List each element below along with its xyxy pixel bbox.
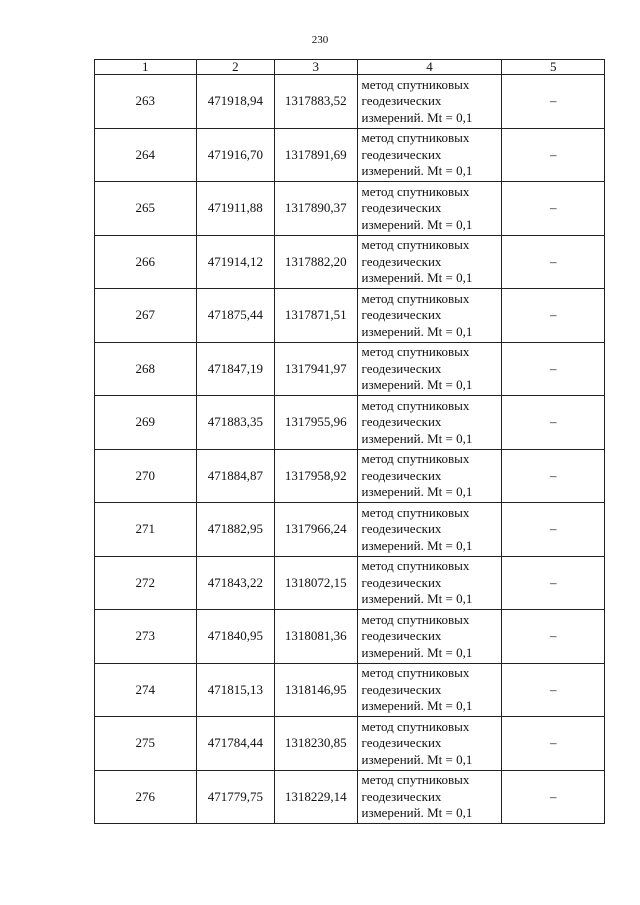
column-header-1: 1: [95, 60, 197, 75]
description-cell: –: [502, 342, 605, 396]
method-line: геодезических: [361, 200, 442, 215]
y-coordinate-cell: 1318072,15: [275, 556, 357, 610]
table-body: [95, 75, 605, 824]
point-number-cell: 272: [95, 556, 197, 610]
point-number-cell: 274: [95, 663, 197, 717]
y-coordinate-cell: 1317941,97: [275, 342, 357, 396]
point-number-cell: 266: [95, 235, 197, 289]
method-cell: [357, 770, 502, 824]
method-line: геодезических: [361, 307, 442, 322]
y-coordinate-cell: 1317955,96: [275, 396, 357, 450]
table-row: [95, 396, 605, 450]
table-row: [95, 610, 605, 664]
x-coordinate-cell: 471875,44: [196, 289, 274, 343]
description-cell: –: [502, 610, 605, 664]
x-coordinate-cell: 471843,22: [196, 556, 274, 610]
description-cell: –: [502, 182, 605, 236]
method-line: измерений. Mt = 0,1: [361, 644, 473, 660]
method-line: метод спутниковых: [361, 451, 470, 466]
method-cell: [357, 449, 502, 503]
method-line: измерений. Mt = 0,1: [361, 537, 473, 553]
description-cell: –: [502, 503, 605, 557]
method-line: геодезических: [361, 788, 442, 804]
method-cell: [357, 610, 502, 664]
x-coordinate-cell: 471914,12: [196, 235, 274, 289]
method-line: геодезических: [361, 521, 442, 536]
y-coordinate-cell: 1317890,37: [275, 182, 357, 236]
method-line: измерений. Mt = 0,1: [361, 430, 473, 446]
x-coordinate-cell: 471840,95: [196, 610, 274, 664]
x-coordinate-cell: 471784,44: [196, 717, 274, 771]
x-coordinate-cell: 471779,75: [196, 770, 274, 824]
table-row: [95, 717, 605, 771]
method-cell: [357, 396, 502, 450]
point-number-cell: 263: [95, 75, 197, 129]
y-coordinate-cell: 1317958,92: [275, 449, 357, 503]
method-line: геодезических: [361, 146, 442, 162]
table-row: [95, 128, 605, 182]
method-line: измерений. Mt = 0,1: [361, 591, 473, 606]
method-line: геодезических: [361, 681, 442, 697]
column-header-5: 5: [502, 60, 605, 75]
method-line: измерений. Mt = 0,1: [361, 751, 473, 767]
method-line: метод спутниковых: [361, 130, 470, 145]
table-row: [95, 556, 605, 610]
method-cell: [357, 75, 502, 129]
point-number-cell: 267: [95, 289, 197, 343]
method-line: геодезических: [361, 253, 442, 269]
table-row: [95, 289, 605, 343]
x-coordinate-cell: 471883,35: [196, 396, 274, 450]
header-row: [95, 60, 605, 75]
point-number-cell: 269: [95, 396, 197, 450]
method-line: метод спутниковых: [361, 183, 470, 199]
point-number-cell: 276: [95, 770, 197, 824]
y-coordinate-cell: 1318229,14: [275, 770, 357, 824]
method-line: метод спутниковых: [361, 772, 470, 787]
method-line: геодезических: [361, 628, 442, 643]
method-line: измерений. Mt = 0,1: [361, 270, 473, 285]
column-header-2: 2: [196, 60, 274, 75]
point-number-cell: 265: [95, 182, 197, 236]
method-line: метод спутниковых: [361, 665, 470, 680]
description-cell: –: [502, 396, 605, 450]
point-number-cell: 268: [95, 342, 197, 396]
x-coordinate-cell: 471815,13: [196, 663, 274, 717]
table-row: [95, 663, 605, 717]
column-header-3: 3: [275, 60, 357, 75]
description-cell: –: [502, 75, 605, 129]
y-coordinate-cell: 1317891,69: [275, 128, 357, 182]
y-coordinate-cell: 1317883,52: [275, 75, 357, 129]
method-cell: [357, 503, 502, 557]
method-line: метод спутниковых: [361, 76, 470, 92]
y-coordinate-cell: 1317966,24: [275, 503, 357, 557]
x-coordinate-cell: 471884,87: [196, 449, 274, 503]
method-line: геодезических: [361, 574, 442, 590]
x-coordinate-cell: 471911,88: [196, 182, 274, 236]
method-line: метод спутниковых: [361, 504, 470, 520]
x-coordinate-cell: 471882,95: [196, 503, 274, 557]
description-cell: –: [502, 770, 605, 824]
coordinates-table: [94, 59, 605, 824]
point-number-cell: 270: [95, 449, 197, 503]
x-coordinate-cell: 471918,94: [196, 75, 274, 129]
method-line: геодезических: [361, 93, 442, 108]
method-line: измерений. Mt = 0,1: [361, 109, 473, 125]
method-line: измерений. Mt = 0,1: [361, 698, 473, 713]
method-line: метод спутниковых: [361, 397, 470, 413]
point-number-cell: 271: [95, 503, 197, 557]
method-line: метод спутниковых: [361, 290, 470, 306]
table-row: [95, 75, 605, 129]
description-cell: –: [502, 449, 605, 503]
point-number-cell: 273: [95, 610, 197, 664]
description-cell: –: [502, 556, 605, 610]
table-row: [95, 182, 605, 236]
method-line: измерений. Mt = 0,1: [361, 163, 473, 178]
y-coordinate-cell: 1317871,51: [275, 289, 357, 343]
method-cell: [357, 342, 502, 396]
y-coordinate-cell: 1318081,36: [275, 610, 357, 664]
method-line: метод спутниковых: [361, 611, 470, 627]
method-cell: [357, 663, 502, 717]
table-header: [95, 60, 605, 75]
column-header-4: 4: [357, 60, 502, 75]
table-row: [95, 503, 605, 557]
table-row: [95, 449, 605, 503]
x-coordinate-cell: 471916,70: [196, 128, 274, 182]
y-coordinate-cell: 1317882,20: [275, 235, 357, 289]
method-line: геодезических: [361, 360, 442, 376]
description-cell: –: [502, 289, 605, 343]
method-cell: [357, 182, 502, 236]
method-line: метод спутниковых: [361, 344, 470, 359]
method-cell: [357, 717, 502, 771]
method-line: геодезических: [361, 735, 442, 750]
method-line: метод спутниковых: [361, 237, 470, 252]
method-line: измерений. Mt = 0,1: [361, 377, 473, 392]
method-cell: [357, 235, 502, 289]
description-cell: –: [502, 235, 605, 289]
point-number-cell: 275: [95, 717, 197, 771]
method-cell: [357, 128, 502, 182]
method-line: метод спутниковых: [361, 718, 470, 734]
method-line: измерений. Mt = 0,1: [361, 216, 473, 232]
table-row: [95, 342, 605, 396]
method-line: геодезических: [361, 414, 442, 429]
y-coordinate-cell: 1318230,85: [275, 717, 357, 771]
table-row: [95, 235, 605, 289]
method-cell: [357, 556, 502, 610]
method-line: измерений. Mt = 0,1: [361, 805, 473, 820]
y-coordinate-cell: 1318146,95: [275, 663, 357, 717]
description-cell: –: [502, 128, 605, 182]
method-line: измерений. Mt = 0,1: [361, 484, 473, 499]
x-coordinate-cell: 471847,19: [196, 342, 274, 396]
method-line: метод спутниковых: [361, 558, 470, 573]
description-cell: –: [502, 663, 605, 717]
method-line: геодезических: [361, 467, 442, 483]
description-cell: –: [502, 717, 605, 771]
method-line: измерений. Mt = 0,1: [361, 323, 473, 339]
page-number: 230: [311, 34, 329, 46]
method-cell: [357, 289, 502, 343]
point-number-cell: 264: [95, 128, 197, 182]
table-row: [95, 770, 605, 824]
